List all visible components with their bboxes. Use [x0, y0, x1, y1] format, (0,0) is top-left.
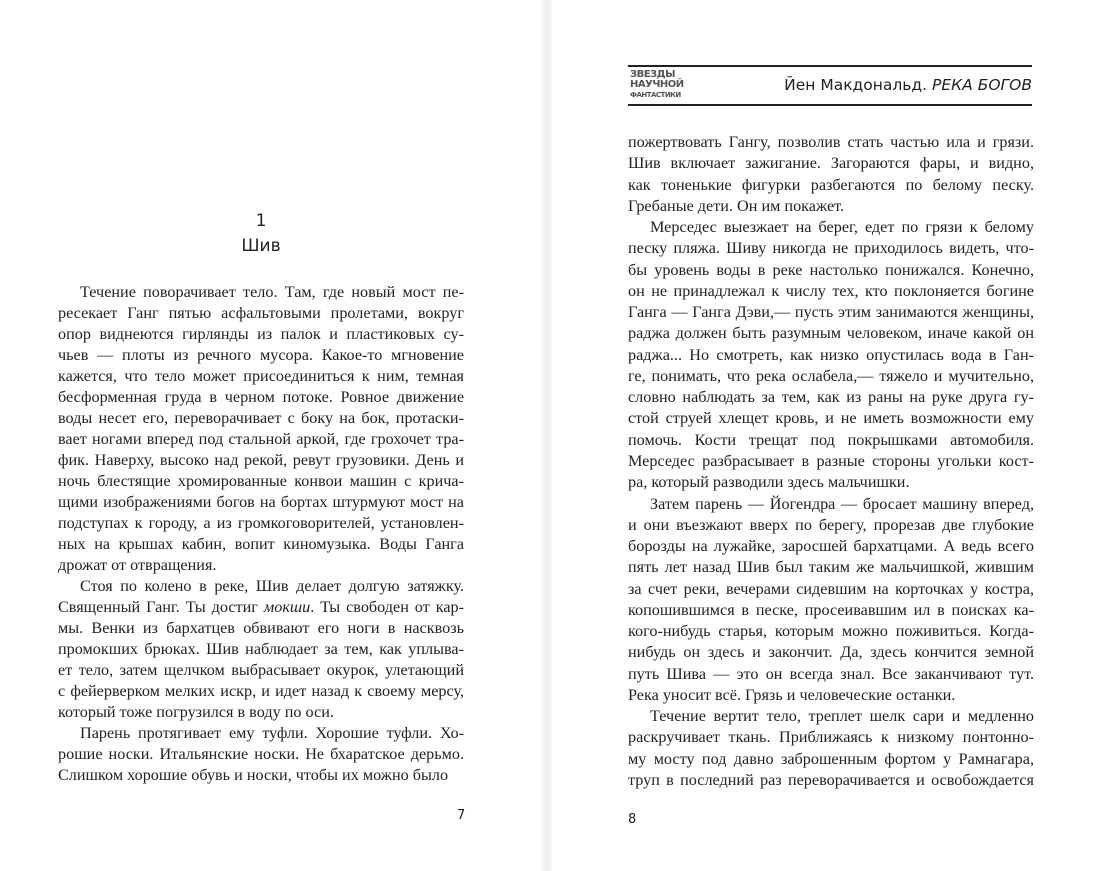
text-line: промокших брюках. Шив наблюдает за тем, как уплыва-	[58, 640, 464, 658]
text-line: и они въезжают вверх по берегу, прорезав две глубокие	[628, 515, 1034, 534]
logo-line: ЗВЕЗДЫ	[630, 69, 675, 80]
italic-word: мокши	[263, 598, 311, 616]
running-head-title: РЕКА БОГОВ	[932, 76, 1032, 94]
running-head	[784, 76, 1032, 94]
text-line: песку пляжа. Шиву никогда не приходилось видеть, что-	[628, 239, 1034, 258]
logo-line: НАУЧНОЙ	[630, 79, 684, 90]
text-line: мы. Венки из бархатцев обвивают его ноги в насквозь	[58, 619, 464, 637]
text-line: Стоя по колено в реке, Шив делает долгую затяжку.	[80, 577, 464, 595]
page-number-right: 8	[628, 812, 637, 827]
text-line: пожертвовать Гангу, позволив стать частью ила и грязи.	[628, 133, 1034, 151]
text-line: раджа должен быть разумным человеком, иначе какой он	[628, 324, 1034, 343]
text-line: Ганга — Ганга Дэви,— пусть этим занимаются женщины,	[628, 303, 1034, 322]
text-line: му мосту под давно заброшенным фортом у Рамнагара,	[628, 749, 1034, 768]
text-line: за счет реки, вечерами сидевшим на корточках у костра,	[628, 579, 1034, 598]
text-line: Слишком хорошие обувь и носки, чтобы их можно было	[58, 766, 449, 784]
text-line: ночь блестящие хромированные конвои машин с крича-	[58, 472, 464, 490]
text-line: рошие носки. Итальянские носки. Не бхаратское дерьмо.	[58, 745, 464, 763]
text-line: раджа... Но смотреть, как низко опустилась вода в Ган-	[628, 345, 1034, 364]
text-line: ресекает Ганг пятью асфальтовыми пролетами, вокруг	[58, 304, 464, 322]
text-line: фик. Наверху, высоко над рекой, ревут грузовики. День и	[58, 451, 464, 469]
text-line: Затем парень — Йогендра — бросает машину вперед,	[650, 494, 1034, 513]
header-rule-top	[628, 65, 1032, 67]
text-line: бесформенная груда в черном потоке. Ровное движение	[58, 388, 464, 406]
text-line: щими изображениями богов на бортах штурмуют мост на	[58, 493, 464, 511]
page-number-left: 7	[457, 808, 466, 823]
chapter-number: 1	[255, 211, 267, 231]
text-line: Гребаные дети. Он им покажет.	[628, 196, 845, 215]
text-segment: Священный Ганг. Ты достиг	[58, 598, 264, 616]
text-line: стой струей хлещет кровь, и не иметь возможности ему	[628, 409, 1034, 428]
text-line: Мерседес выезжает на берег, едет по грязи к белому	[650, 218, 1034, 237]
right-page	[548, 0, 1098, 871]
text-line: труп в последний раз переворачивается и освобождается	[628, 770, 1034, 789]
text-line: как тоненькие фигурки разбегаются по белому песку.	[628, 175, 1034, 194]
text-line: Шив включает зажигание. Загораются фары, и видно,	[628, 154, 1034, 173]
header-rule-bottom	[628, 104, 1032, 106]
text-line	[58, 597, 464, 618]
text-line: вает ногами вперед под стальной аркой, где грохочет тра-	[58, 430, 464, 448]
series-logo	[630, 70, 690, 102]
text-line: опор виднеются гирлянды из палок и пластиковых су-	[58, 325, 464, 343]
running-head-author: Йен Макдональд.	[784, 76, 928, 94]
text-line: Течение вертит тело, треплет шелк сари и медленно	[650, 707, 1034, 726]
text-line: ра, который разводили здесь мальчишки.	[628, 473, 910, 492]
text-line: копошившимся в песке, просеивавшим ил в поисках ка-	[628, 600, 1034, 619]
text-line: Течение поворачивает тело. Там, где новый мост пе-	[80, 283, 464, 301]
text-line: словно наблюдать за тем, как из раны на руке друга гу-	[628, 388, 1034, 407]
text-line: бы уровень воды в реке настолько понижался. Конечно,	[628, 260, 1034, 279]
text-line: он не принадлежал к числу тех, кто поклоняется богине	[628, 281, 1034, 300]
text-segment: . Ты свободен от кар-	[310, 598, 464, 616]
text-line: чьев — плоты из речного мусора. Какое-то мгновение	[58, 346, 464, 364]
text-line: кого-нибудь старья, которым можно поживиться. Когда-	[628, 622, 1034, 641]
right-page-body	[628, 132, 1034, 791]
text-line: ет тело, затем щелчком выбрасывает окурок, улетающий	[58, 661, 464, 679]
logo-line: ФАНТАСТИКИ	[630, 91, 681, 99]
text-line: с фейерверком мелких искр, и идет назад к своему мерсу,	[58, 682, 464, 700]
text-line: помочь. Кости трещат под покрышками автомобиля.	[628, 430, 1034, 449]
text-line: путь Шива — это он всегда знал. Все заканчивают тут.	[628, 664, 1034, 683]
book-gutter	[540, 0, 552, 871]
text-line: который тоже погрузился в воду по оси.	[58, 703, 334, 721]
text-line: нибудь он здесь и закончит. Да, здесь кончится земной	[628, 643, 1034, 662]
text-line: ных на крышах кабин, вопит киномузыка. Воды Ганга	[58, 535, 464, 553]
text-line: Река уносит всё. Грязь и человеческие останки.	[628, 685, 956, 704]
text-line: ге, понимать, что река ослабела,— тяжело и мучительно,	[628, 366, 1034, 385]
text-line: Мерседес разбрасывает в разные стороны угольки кост-	[628, 451, 1034, 470]
text-line: раскручивает ткань. Приближаясь к низкому понтонно-	[628, 728, 1034, 747]
text-line: Парень протягивает ему туфли. Хорошие туфли. Хо-	[80, 724, 464, 742]
chapter-title: Шив	[241, 236, 281, 256]
text-line: пять лет назад Шив был таким же мальчишкой, жившим	[628, 558, 1034, 577]
text-line: борозды на лужайке, заросшей бархатцами. А ведь всего	[628, 537, 1034, 556]
text-line: дрожат от отвращения.	[58, 556, 217, 574]
text-line: кажется, что тело может присоединиться к ним, темная	[58, 367, 464, 385]
left-page-body	[58, 282, 464, 786]
text-line: подступах к городу, а из громкоговорителей, установлен-	[58, 514, 464, 532]
left-page	[0, 0, 548, 871]
text-line: воды несет его, переворачивает с боку на бок, протаски-	[58, 409, 464, 427]
